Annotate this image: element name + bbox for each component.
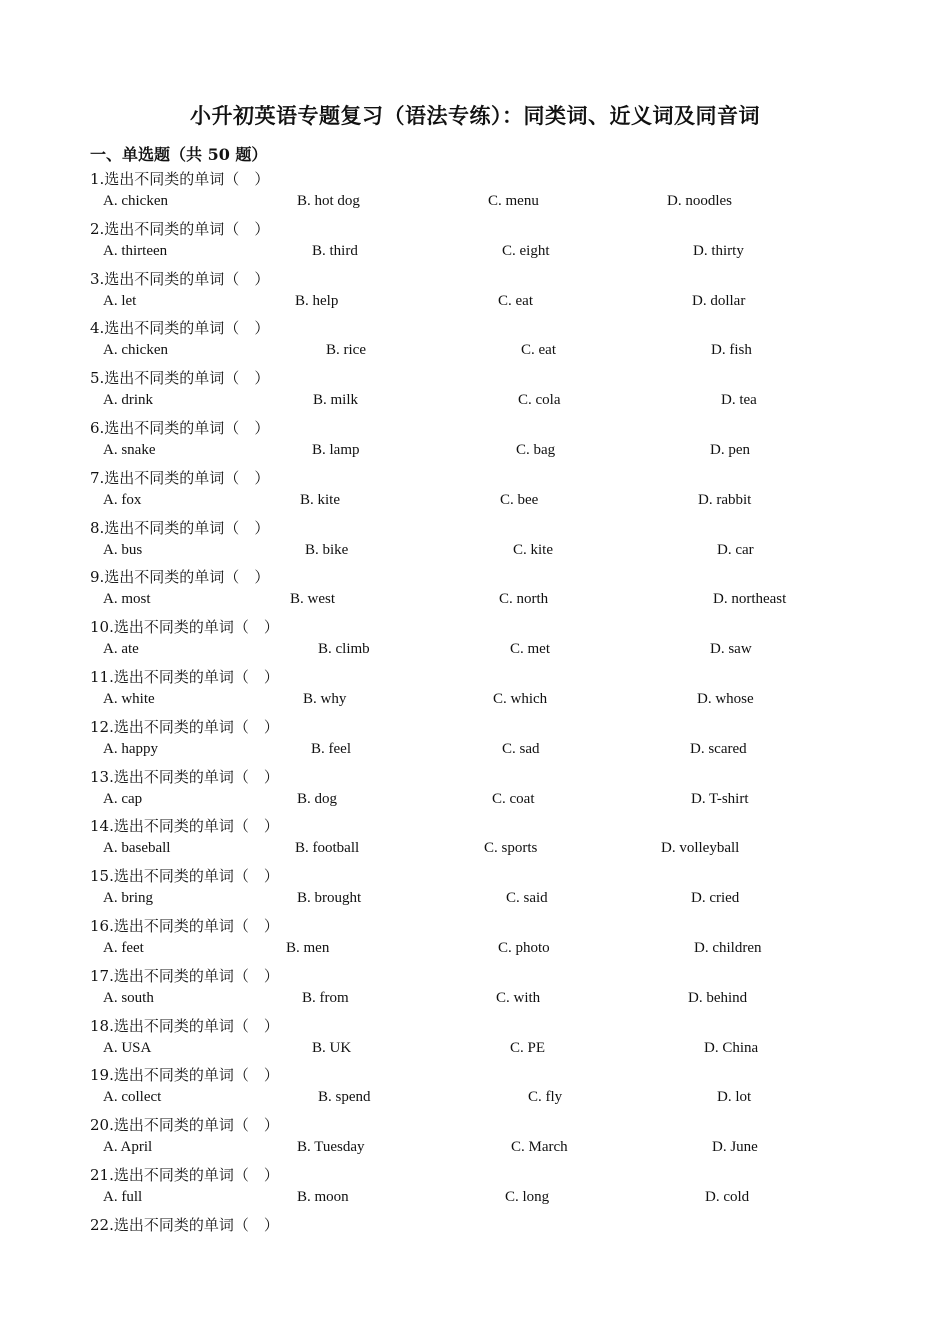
option-d: D. thirty (693, 242, 744, 259)
option-d: D. northeast (713, 591, 787, 608)
section-heading: 一、单选题（共 50 题） (90, 145, 268, 164)
option-d: D. volleyball (661, 840, 740, 857)
option-a: A. happy (103, 740, 158, 757)
option-a: A. fox (103, 491, 142, 508)
option-b: B. Tuesday (297, 1139, 365, 1156)
option-d: D. China (704, 1039, 759, 1056)
option-c: C. eight (502, 242, 550, 259)
option-d: D. whose (697, 691, 754, 707)
option-d: D. car (717, 541, 754, 558)
question-stem: 2.选出不同类的单词（ ） (90, 219, 270, 238)
option-d: D. June (712, 1139, 758, 1156)
option-b: B. dog (297, 790, 338, 807)
question-stem: 11.选出不同类的单词（ ） (90, 668, 279, 686)
question-stem: 12.选出不同类的单词（ ） (90, 717, 279, 736)
option-c: C. eat (521, 342, 556, 359)
option-b: B. feel (311, 740, 351, 757)
question-stem: 8.选出不同类的单词（ ） (90, 518, 270, 537)
option-d: D. saw (710, 641, 752, 658)
option-c: C. with (496, 989, 541, 1006)
option-c: C. bee (500, 491, 539, 508)
option-c: C. coat (492, 790, 535, 807)
option-b: B. help (295, 292, 339, 309)
option-d: D. T-shirt (691, 790, 749, 807)
option-b: B. from (302, 989, 349, 1006)
option-a: A. snake (103, 442, 156, 458)
question-stem: 13.选出不同类的单词（ ） (90, 767, 279, 786)
option-a: A. feet (103, 940, 144, 956)
option-a: A. thirteen (103, 242, 168, 259)
option-c: C. March (511, 1139, 568, 1156)
question-stem: 22.选出不同类的单词（ ） (90, 1215, 279, 1234)
option-d: D. lot (717, 1089, 752, 1106)
option-a: A. bus (103, 541, 143, 558)
question-stem: 17.选出不同类的单词（ ） (90, 966, 279, 985)
option-c: C. sports (484, 840, 538, 857)
option-a: A. south (103, 989, 154, 1006)
option-a: A. drink (103, 392, 153, 409)
question-stem: 5.选出不同类的单词（ ） (90, 369, 270, 388)
option-d: D. rabbit (698, 491, 752, 508)
question-stem: 19.选出不同类的单词（ ） (90, 1066, 279, 1085)
option-b: B. why (303, 691, 347, 707)
option-b: B. third (312, 242, 358, 259)
question-stem: 3.选出不同类的单词（ ） (90, 269, 270, 288)
question-stem: 20.选出不同类的单词（ ） (90, 1116, 279, 1135)
page-title: 小升初英语专题复习（语法专练）：同类词、近义词及同音词 (190, 103, 760, 128)
option-c: C. photo (498, 940, 550, 956)
option-c: C. PE (510, 1039, 546, 1056)
option-b: B. west (290, 591, 335, 608)
option-d: D. cried (691, 890, 740, 907)
option-c: C. bag (516, 442, 556, 458)
question-stem: 1.选出不同类的单词（ ） (90, 170, 270, 188)
option-d: D. fish (711, 342, 752, 359)
option-c: C. sad (502, 740, 540, 757)
option-a: A. cap (103, 790, 143, 807)
question-stem: 21.选出不同类的单词（ ） (90, 1166, 279, 1184)
option-a: A. most (103, 591, 151, 608)
option-b: B. climb (318, 641, 370, 658)
option-b: B. milk (313, 392, 359, 409)
option-c: C. menu (488, 193, 539, 209)
option-c: C. eat (498, 292, 533, 309)
question-stem: 15.选出不同类的单词（ ） (90, 867, 279, 886)
question-stem: 6.选出不同类的单词（ ） (90, 419, 270, 437)
option-b: B. moon (297, 1189, 349, 1205)
option-c: C. fly (528, 1089, 563, 1106)
option-b: B. brought (297, 890, 362, 907)
option-b: B. lamp (312, 442, 360, 458)
question-stem: 7.选出不同类的单词（ ） (90, 468, 270, 487)
question-stem: 4.选出不同类的单词（ ） (90, 319, 270, 338)
option-a: A. ate (103, 641, 139, 658)
question-stem: 14.选出不同类的单词（ ） (90, 817, 279, 836)
option-a: A. chicken (103, 193, 168, 209)
option-c: C. kite (513, 541, 553, 558)
option-d: D. scared (690, 740, 747, 757)
question-stem: 9.选出不同类的单词（ ） (90, 568, 270, 587)
option-a: A. April (103, 1139, 153, 1156)
option-a: A. white (103, 691, 155, 707)
option-b: B. hot dog (297, 193, 360, 209)
option-b: B. kite (300, 491, 340, 508)
option-c: C. which (493, 691, 548, 707)
option-c: C. long (505, 1189, 550, 1205)
option-b: B. men (286, 940, 330, 956)
option-a: A. full (103, 1189, 143, 1205)
option-c: C. met (510, 641, 550, 658)
option-a: A. let (103, 292, 137, 309)
option-d: D. dollar (692, 292, 746, 309)
option-d: D. children (694, 940, 762, 956)
option-b: B. football (295, 840, 360, 857)
option-b: B. rice (326, 342, 366, 359)
option-d: D. cold (705, 1189, 750, 1205)
question-stem: 16.选出不同类的单词（ ） (90, 917, 279, 935)
option-a: A. baseball (103, 840, 171, 857)
option-b: B. spend (318, 1089, 371, 1106)
option-a: A. bring (103, 890, 153, 907)
option-d: D. noodles (667, 193, 732, 209)
option-c: C. said (506, 890, 548, 907)
option-a: A. chicken (103, 342, 168, 359)
option-d: D. behind (688, 989, 748, 1006)
option-a: A. collect (103, 1089, 162, 1106)
option-d: D. pen (710, 442, 750, 458)
option-d: D. tea (721, 392, 757, 409)
option-a: A. USA (103, 1039, 152, 1056)
option-c: C. cola (518, 392, 561, 409)
option-b: B. UK (312, 1039, 352, 1056)
question-stem: 10.选出不同类的单词（ ） (90, 618, 279, 637)
option-b: B. bike (305, 541, 349, 558)
option-c: C. north (499, 591, 549, 608)
question-stem: 18.选出不同类的单词（ ） (90, 1016, 279, 1035)
